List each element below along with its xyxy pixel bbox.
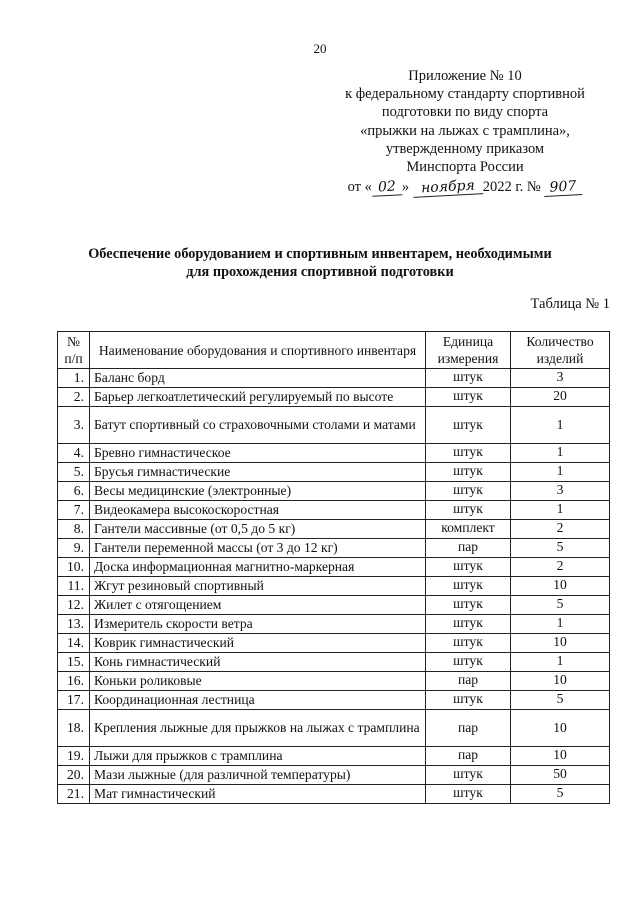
cell-name: Мат гимнастический	[90, 785, 426, 804]
order-date-line	[300, 178, 630, 196]
cell-name: Жилет с отягощением	[90, 596, 426, 615]
cell-unit: комплект	[426, 520, 511, 539]
cell-qty: 2	[511, 558, 610, 577]
table-row	[58, 747, 610, 766]
cell-num: 10.	[58, 558, 90, 577]
cell-unit: штук	[426, 691, 511, 710]
cell-unit: штук	[426, 766, 511, 785]
cell-qty: 1	[511, 501, 610, 520]
order-year: 2022 г. №	[482, 179, 541, 196]
table-row	[58, 388, 610, 407]
table-row	[58, 691, 610, 710]
cell-qty: 1	[511, 407, 610, 444]
appendix-line: Минспорта России	[406, 159, 524, 176]
cell-name: Весы медицинские (электронные)	[90, 482, 426, 501]
table-row	[58, 444, 610, 463]
table-row	[58, 766, 610, 785]
table-header-row	[58, 332, 610, 369]
cell-name: Коврик гимнастический	[90, 634, 426, 653]
cell-unit: штук	[426, 463, 511, 482]
table-row	[58, 369, 610, 388]
cell-num: 16.	[58, 672, 90, 691]
header-num: № п/п	[58, 332, 90, 369]
cell-qty: 5	[511, 691, 610, 710]
cell-num: 19.	[58, 747, 90, 766]
cell-qty: 1	[511, 653, 610, 672]
header-unit: Единица измерения	[426, 332, 511, 369]
cell-qty: 10	[511, 672, 610, 691]
cell-unit: штук	[426, 634, 511, 653]
cell-unit: пар	[426, 672, 511, 691]
cell-name: Баланс борд	[90, 369, 426, 388]
cell-unit: штук	[426, 444, 511, 463]
handwritten-month: ноября	[412, 178, 483, 198]
appendix-line: Приложение № 10	[408, 68, 522, 84]
table-row	[58, 653, 610, 672]
table-body	[58, 369, 610, 804]
cell-unit: штук	[426, 785, 511, 804]
table-row	[58, 463, 610, 482]
cell-unit: пар	[426, 747, 511, 766]
table-row	[58, 539, 610, 558]
cell-qty: 5	[511, 539, 610, 558]
cell-name: Гантели переменной массы (от 3 до 12 кг)	[90, 539, 426, 558]
cell-qty: 10	[511, 710, 610, 747]
table-row	[58, 407, 610, 444]
cell-num: 14.	[58, 634, 90, 653]
cell-num: 20.	[58, 766, 90, 785]
table-row	[58, 672, 610, 691]
cell-unit: штук	[426, 558, 511, 577]
cell-qty: 10	[511, 577, 610, 596]
cell-qty: 1	[511, 444, 610, 463]
cell-qty: 50	[511, 766, 610, 785]
cell-qty: 1	[511, 463, 610, 482]
handwritten-day: 02	[371, 179, 402, 197]
appendix-header	[300, 67, 630, 196]
cell-name: Координационная лестница	[90, 691, 426, 710]
cell-name: Коньки роликовые	[90, 672, 426, 691]
appendix-line: к федеральному стандарту спортивной	[345, 86, 585, 103]
cell-unit: штук	[426, 407, 511, 444]
cell-name: Батут спортивный со страховочными столами и матами	[90, 407, 426, 444]
table-row	[58, 710, 610, 747]
cell-name: Барьер легкоатлетический регулируемый по высоте	[90, 388, 426, 407]
table-row	[58, 501, 610, 520]
cell-num: 17.	[58, 691, 90, 710]
cell-qty: 3	[511, 482, 610, 501]
order-mid: »	[401, 179, 410, 196]
page-number: 20	[313, 41, 327, 56]
cell-num: 1.	[58, 369, 90, 388]
appendix-line: подготовки по виду спорта	[381, 104, 549, 121]
cell-num: 9.	[58, 539, 90, 558]
cell-name: Мази лыжные (для различной температуры)	[90, 766, 426, 785]
table-label: Таблица № 1	[530, 296, 610, 312]
cell-qty: 10	[511, 747, 610, 766]
cell-name: Крепления лыжные для прыжков на лыжах с трамплина	[90, 710, 426, 747]
appendix-line: «прыжки на лыжах с трамплина»,	[360, 122, 570, 139]
cell-name: Брусья гимнастические	[90, 463, 426, 482]
header-name: Наименование оборудования и спортивного инвентаря	[90, 332, 426, 369]
cell-qty: 10	[511, 634, 610, 653]
cell-name: Гантели массивные (от 0,5 до 5 кг)	[90, 520, 426, 539]
order-prefix: от «	[347, 179, 372, 196]
cell-num: 2.	[58, 388, 90, 407]
title-line: Обеспечение оборудованием и спортивным инвентарем, необходимыми	[88, 246, 552, 262]
cell-num: 15.	[58, 653, 90, 672]
cell-num: 5.	[58, 463, 90, 482]
cell-num: 3.	[58, 407, 90, 444]
cell-num: 13.	[58, 615, 90, 634]
cell-qty: 1	[511, 615, 610, 634]
cell-unit: штук	[426, 615, 511, 634]
cell-num: 7.	[58, 501, 90, 520]
cell-num: 18.	[58, 710, 90, 747]
table-row	[58, 615, 610, 634]
document-title	[30, 246, 610, 281]
cell-unit: штук	[426, 596, 511, 615]
title-line: для прохождения спортивной подготовки	[186, 263, 454, 280]
cell-name: Лыжи для прыжков с трамплина	[90, 747, 426, 766]
cell-qty: 5	[511, 596, 610, 615]
cell-unit: пар	[426, 710, 511, 747]
table-row	[58, 785, 610, 804]
cell-qty: 3	[511, 369, 610, 388]
cell-num: 4.	[58, 444, 90, 463]
table-row	[58, 596, 610, 615]
cell-num: 11.	[58, 577, 90, 596]
cell-name: Жгут резиновый спортивный	[90, 577, 426, 596]
cell-unit: штук	[426, 577, 511, 596]
table-row	[58, 520, 610, 539]
cell-unit: штук	[426, 501, 511, 520]
cell-qty: 2	[511, 520, 610, 539]
cell-qty: 20	[511, 388, 610, 407]
cell-unit: штук	[426, 369, 511, 388]
table-row	[58, 634, 610, 653]
handwritten-order-number: 907	[544, 179, 583, 197]
cell-unit: штук	[426, 653, 511, 672]
cell-name: Доска информационная магнитно-маркерная	[90, 558, 426, 577]
table-row	[58, 558, 610, 577]
table-row	[58, 482, 610, 501]
cell-name: Конь гимнастический	[90, 653, 426, 672]
cell-name: Видеокамера высокоскоростная	[90, 501, 426, 520]
equipment-table	[57, 331, 610, 804]
cell-unit: пар	[426, 539, 511, 558]
cell-num: 6.	[58, 482, 90, 501]
cell-name: Бревно гимнастическое	[90, 444, 426, 463]
appendix-line: утвержденному приказом	[385, 140, 545, 157]
cell-qty: 5	[511, 785, 610, 804]
cell-num: 8.	[58, 520, 90, 539]
cell-num: 12.	[58, 596, 90, 615]
cell-name: Измеритель скорости ветра	[90, 615, 426, 634]
cell-num: 21.	[58, 785, 90, 804]
cell-unit: штук	[426, 388, 511, 407]
header-qty: Количество изделий	[511, 332, 610, 369]
table-row	[58, 577, 610, 596]
cell-unit: штук	[426, 482, 511, 501]
